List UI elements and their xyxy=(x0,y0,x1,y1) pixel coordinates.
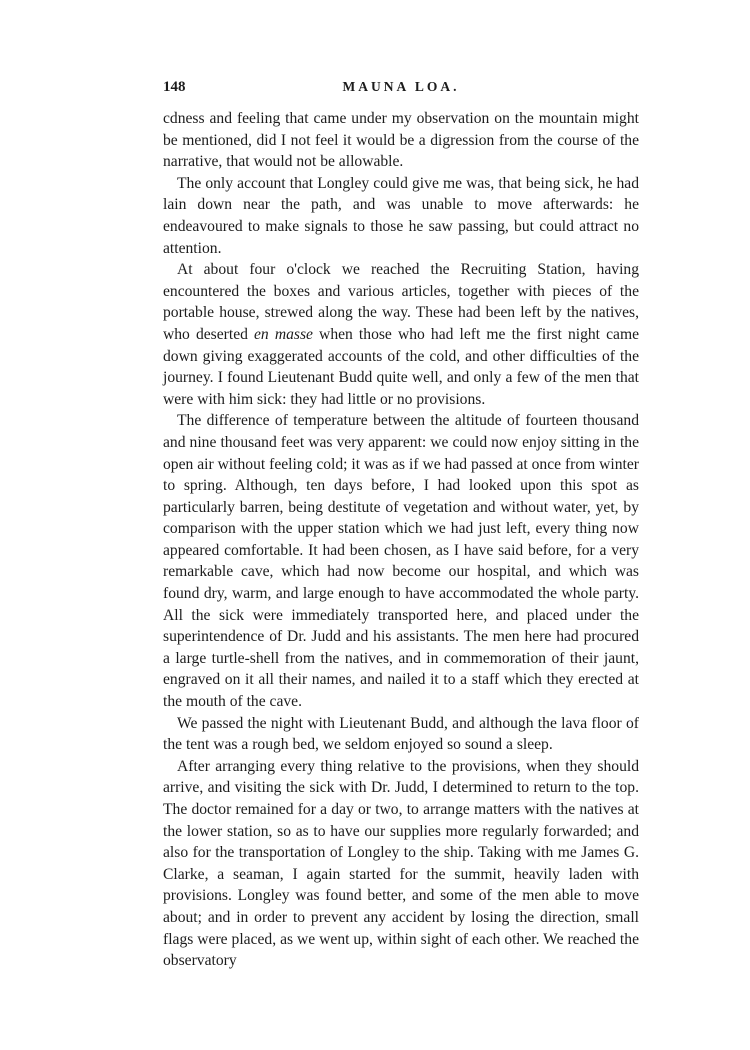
paragraph xyxy=(163,173,639,259)
text-segment: when those who had left me the first night came down giving exaggerated accounts of the cold, and other difficulties of the journey. I found Lieutenant Budd quite well, and only a few of the men that were with him sick: they had little or no provisions. xyxy=(163,325,639,408)
page-number: 148 xyxy=(163,79,186,95)
paragraph xyxy=(163,108,639,173)
paragraph xyxy=(163,756,639,972)
running-head xyxy=(163,76,639,98)
italic-phrase: en masse xyxy=(254,325,313,343)
text-segment: After arranging every thing relative to the provisions, when they should arrive, and visiting the sick with Dr. Judd, I determined to return to the top. The doctor remained for a day or two, to arrange matters with the natives at the lower station, so as to have our supplies more regularly forwarded; and also for the transportation of Longley to the ship. Taking with me James G. Clarke, a seaman, I again started for the summit, heavily laden with provisions. Longley was found better, and some of the men able to move about; and in order to prevent any accident by losing the direction, small flags were placed, as we went up, within sight of each other. We reached the observatory xyxy=(163,757,639,970)
text-segment: The difference of temperature between the altitude of fourteen thousand and nine thousand feet was very apparent: we could now enjoy sitting in the open air without feeling cold; it was as if we had passed at once from winter to spring. Although, ten days before, I had looked upon this spot as particularly barren, being destitute of vegetation and without water, yet, by comparison with the upper station which we had just left, every thing now appeared comfortable. It had been chosen, as I have said before, for a very remarkable cave, which had now become our hospital, and which was found dry, warm, and large enough to have accommodated the whole party. All the sick were immediately transported here, and placed under the superintendence of Dr. Judd and his assistants. The men here had procured a large turtle-shell from the natives, and in commemoration of their jaunt, engraved on it all their names, and nailed it to a staff which they erected at the mouth of the cave. xyxy=(163,412,639,711)
running-title: MAUNA LOA. xyxy=(342,79,460,94)
paragraph xyxy=(163,713,639,756)
text-segment: At about four o'clock we reached the Recruiting Station, having encountered the boxes and various articles, together with pieces of the portable house, strewed along the way. These had been left by the natives, who deserted xyxy=(163,261,639,343)
paragraph xyxy=(163,410,639,712)
text-segment: cdness and feeling that came under my observation on the mountain might be mentioned, did I not feel it would be a digression from the course of the narrative, that would not be allowable. xyxy=(163,110,639,171)
text-segment: The only account that Longley could give me was, that being sick, he had lain down near the path, and was unable to move afterwards: he endeavoured to make signals to those he saw passing, but could attract no attention. xyxy=(163,174,639,257)
paragraph xyxy=(163,259,639,410)
body-text xyxy=(163,108,639,972)
text-segment: We passed the night with Lieutenant Budd, and although the lava floor of the tent was a rough bed, we seldom enjoyed so sound a sleep. xyxy=(163,714,639,754)
book-page xyxy=(163,76,639,972)
